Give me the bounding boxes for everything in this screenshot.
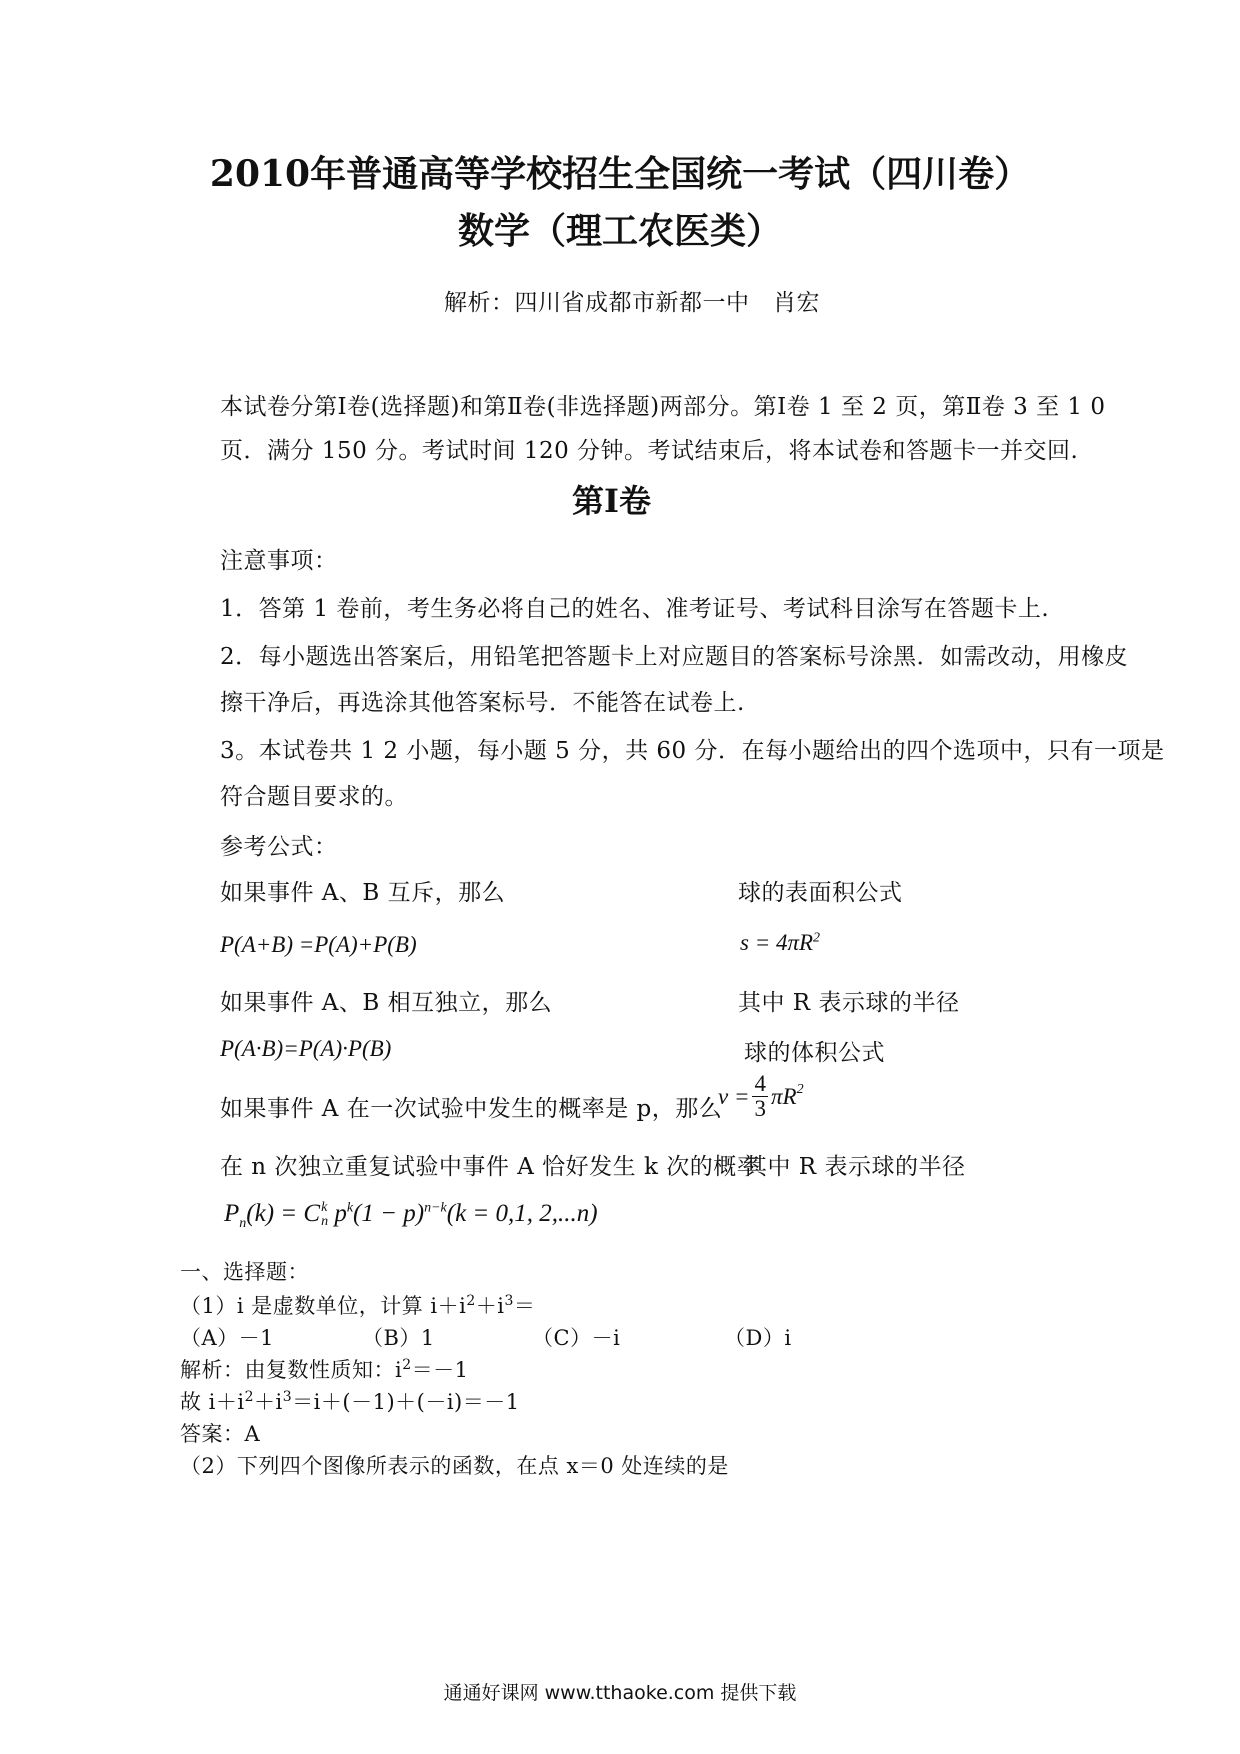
analysis-credit: 解析：四川省成都市新都一中 肖宏 — [444, 290, 820, 316]
formula-6-left: 在 n 次独立重复试验中事件 A 恰好发生 k 次的概率 — [220, 1154, 761, 1180]
intro-line-2: 页．满分 150 分。考试时间 120 分钟。考试结束后，将本试卷和答题卡一并交回. — [220, 438, 1079, 464]
option-b: （B）1 — [362, 1326, 435, 1350]
formula-2-left: P(A+B) =P(A)+P(B) — [220, 932, 417, 957]
question-1-equals: ＝ — [513, 1294, 536, 1318]
binomial-p-term: p — [328, 1200, 347, 1227]
formulas-heading: 参考公式： — [220, 834, 338, 860]
analysis-line — [180, 1354, 469, 1384]
fraction-denominator: 3 — [754, 1096, 766, 1122]
sphere-area-formula: s = 4πR — [740, 930, 814, 955]
therefore-line — [180, 1386, 520, 1416]
analysis-text: 解析：由复数性质知：i — [180, 1358, 403, 1382]
formula-4-right: 球的体积公式 — [744, 1040, 885, 1066]
formula-1-left: 如果事件 A、B 互斥，那么 — [220, 880, 506, 906]
option-c: （C）－i — [532, 1326, 621, 1350]
question-2: （2）下列四个图像所表示的函数，在点 x＝0 处连续的是 — [180, 1454, 729, 1478]
question-1 — [180, 1290, 535, 1320]
footer-credit: 通通好课网 www.tthaoke.com 提供下载 — [443, 1682, 797, 1704]
note-1: 1．答第 1 卷前，考生务必将自己的姓名、准考证号、考试科目涂写在答题卡上. — [220, 596, 1050, 622]
exam-subtitle: 数学（理工农医类） — [457, 210, 782, 252]
therefore-result: ＝i＋(－1)＋(－i)＝－1 — [292, 1390, 520, 1414]
fraction-numerator: 4 — [754, 1071, 766, 1096]
section-heading: 一、选择题： — [180, 1260, 309, 1284]
formula-5-left: 如果事件 A 在一次试验中发生的概率是 p，那么 — [220, 1096, 723, 1122]
sphere-volume-formula — [718, 1072, 804, 1121]
formula-1-right: 球的表面积公式 — [738, 880, 903, 906]
analysis-result: ＝－1 — [411, 1358, 469, 1382]
therefore-text: 故 i＋i — [180, 1390, 245, 1414]
question-1-text: （1）i 是虚数单位，计算 i＋i — [180, 1294, 467, 1318]
therefore-plus: ＋i — [254, 1390, 283, 1414]
binomial-range: (k = 0,1, 2,...n) — [446, 1200, 598, 1227]
question-1-plus: ＋i — [475, 1294, 505, 1318]
option-d: （D）i — [724, 1326, 792, 1350]
binomial-c-superscript: k — [321, 1200, 328, 1216]
binomial-complement-exponent: n−k — [424, 1200, 447, 1216]
option-a: （A）－1 — [180, 1326, 275, 1350]
exam-title: 2010年普通高等学校招生全国统一考试（四川卷） — [209, 153, 1031, 195]
fraction — [752, 1072, 768, 1121]
formula-2-right — [740, 930, 820, 956]
note-3-line-1: 3。本试卷共 1 2 小题，每小题 5 分，共 60 分．在每小题给出的四个选项中，只有一项是 — [220, 738, 1165, 764]
formula-6-right: 其中 R 表示球的半径 — [744, 1154, 966, 1180]
note-2-line-2: 擦干净后，再选涂其他答案标号．不能答在试卷上. — [220, 690, 745, 716]
binomial-p-subscript: n — [239, 1216, 247, 1231]
formula-3-left: 如果事件 A、B 相互独立，那么 — [220, 990, 553, 1016]
binomial-mid: (k) = C — [246, 1200, 321, 1227]
question-1-exp-3: 3 — [504, 1293, 514, 1309]
binomial-complement: (1 − p) — [353, 1200, 425, 1227]
therefore-exp-2: 2 — [244, 1389, 255, 1405]
volume-lhs: v = — [718, 1083, 750, 1109]
volume-tail: πR — [770, 1083, 797, 1109]
formula-4-left: P(A·B)=P(A)·P(B) — [220, 1036, 392, 1061]
binomial-p-exponent: k — [346, 1200, 354, 1216]
question-1-exp-2: 2 — [466, 1293, 476, 1309]
binomial-p: P — [224, 1200, 240, 1227]
intro-line-1: 本试卷分第Ⅰ卷(选择题)和第Ⅱ卷(非选择题)两部分。第Ⅰ卷 1 至 2 页，第Ⅱ卷 3 至 1 0 — [220, 394, 1106, 420]
note-3-line-2: 符合题目要求的。 — [220, 784, 408, 810]
analysis-exponent: 2 — [402, 1357, 412, 1373]
sphere-area-exponent: 2 — [813, 930, 821, 946]
notes-heading: 注意事项： — [220, 548, 338, 574]
binomial-c-subscript: n — [321, 1214, 329, 1230]
therefore-exp-3: 3 — [282, 1389, 293, 1405]
part-heading: 第Ⅰ卷 — [572, 482, 651, 520]
answer-line: 答案：A — [180, 1422, 261, 1446]
formula-3-right: 其中 R 表示球的半径 — [738, 990, 960, 1016]
binomial-formula — [224, 1200, 598, 1232]
note-2-line-1: 2．每小题选出答案后，用铅笔把答题卡上对应题目的答案标号涂黑．如需改动，用橡皮 — [220, 644, 1129, 670]
volume-exponent: 2 — [796, 1082, 804, 1097]
